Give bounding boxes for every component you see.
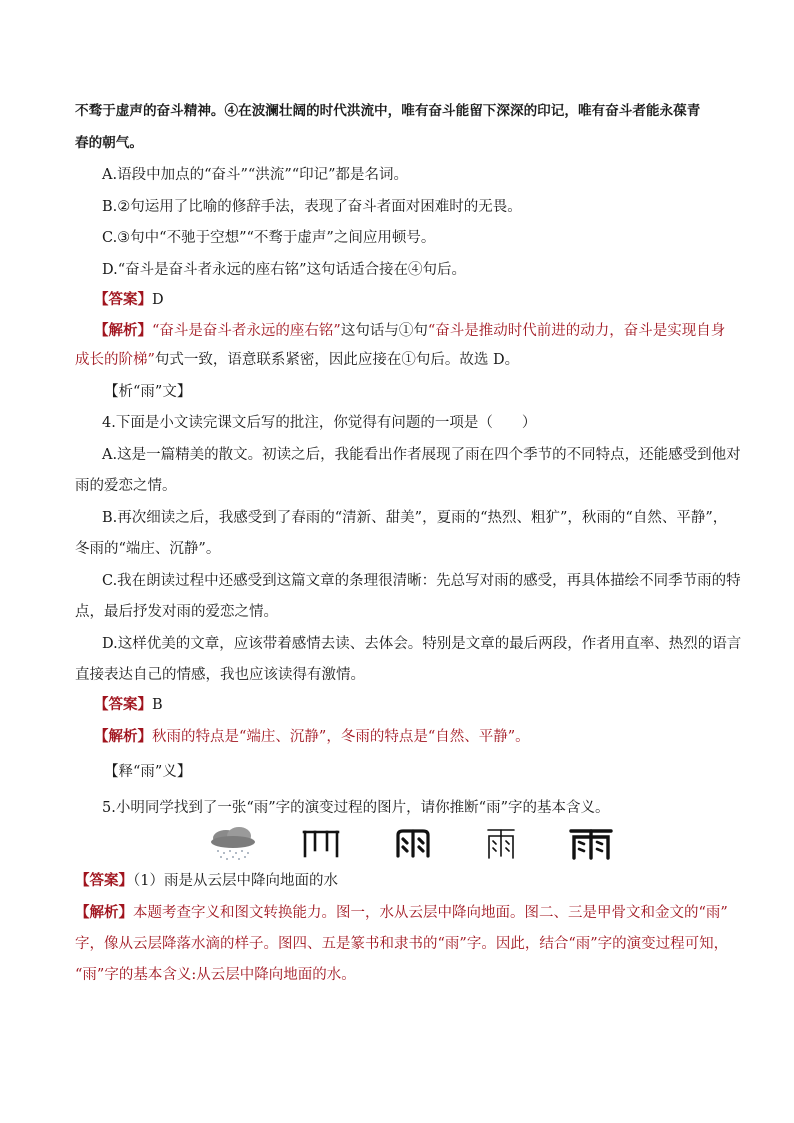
analysis-label: 【解析】 — [94, 728, 152, 745]
analysis-text: 这句话与①句 — [340, 323, 428, 339]
answer-label: 【答案】 — [94, 291, 152, 308]
q3-analysis-line1 — [94, 321, 725, 341]
q4-analysis — [94, 727, 530, 747]
answer-label: 【答案】 — [94, 696, 152, 713]
q4-stem: 4.下面是小文读完课文后写的批注，你觉得有问题的一项是（ ） — [102, 415, 537, 431]
section-heading-explain: 【释“雨”义】 — [104, 764, 192, 780]
q4-option-a-line2: 雨的爱恋之情。 — [75, 478, 177, 494]
answer-label: 【答案】 — [75, 872, 133, 889]
q5-answer — [75, 871, 338, 891]
clerical-script-rain-glyph — [568, 826, 614, 862]
q3-analysis-line2 — [75, 350, 519, 370]
q5-stem: 5.小明同学找到了一张“雨”字的演变过程的图片，请你推断“雨”字的基本含义。 — [102, 800, 610, 816]
q5-analysis-line3: “雨”字的基本含义:从云层中降向地面的水。 — [75, 967, 356, 983]
q3-stem-line1: 不骛于虚声的奋斗精神。④在波澜壮阔的时代洪流中，唯有奋斗能留下深深的印记，唯有奋斗者能永葆青 — [75, 103, 701, 119]
bronze-rain-glyph — [394, 826, 432, 862]
q3-stem-line2: 春的朝气。 — [75, 135, 143, 151]
analysis-text: 秋雨的特点是“端庄、沉静”，冬雨的特点是“自然、平静”。 — [152, 729, 530, 745]
q3-option-d: D.“奋斗是奋斗者永远的座右铭”这句话适合接在④句后。 — [102, 262, 467, 278]
q4-option-b-line1: B.再次细读之后，我感受到了春雨的“清新、甜美”，夏雨的“热烈、粗犷”，秋雨的“自然、平静”， — [102, 510, 728, 526]
q3-answer — [94, 290, 164, 310]
q4-option-d-line2: 直接表达自己的情感，我也应该读得有激情。 — [75, 667, 365, 683]
q3-option-b: B.②句运用了比喻的修辞手法，表现了奋斗者面对困难时的无畏。 — [102, 199, 522, 215]
answer-value: （1）雨是从云层中降向地面的水 — [133, 873, 338, 889]
seal-script-rain-glyph — [484, 826, 518, 862]
q4-option-d-line1: D.这样优美的文章，应该带着感情去读、去体会。特别是文章的最后两段，作者用直率、热烈的语言 — [102, 636, 742, 652]
rain-evolution-figure — [200, 826, 620, 862]
q5-analysis-line1 — [75, 903, 728, 923]
answer-value: B — [152, 697, 163, 713]
section-heading-analyze: 【析“雨”文】 — [104, 384, 192, 400]
q4-option-b-line2: 冬雨的“端庄、沉静”。 — [75, 541, 221, 557]
analysis-quote: “奋斗是奋斗者永远的座右铭” — [152, 323, 341, 339]
analysis-text: 本题考查字义和图文转换能力。图一，水从云层中降向地面。图二、三是甲骨文和金文的“雨” — [133, 905, 728, 921]
q4-option-c-line1: C.我在朗读过程中还感受到这篇文章的条理很清晰：先总写对雨的感受，再具体描绘不同季节雨的特 — [102, 573, 741, 589]
analysis-quote: 成长的阶梯” — [75, 352, 155, 368]
analysis-label: 【解析】 — [75, 904, 133, 921]
q4-answer — [94, 695, 163, 715]
q3-option-a: A.语段中加点的“奋斗”“洪流”“印记”都是名词。 — [102, 167, 409, 183]
q4-option-c-line2: 点，最后抒发对雨的爱恋之情。 — [75, 604, 278, 620]
q5-analysis-line2: 字，像从云层降落水滴的样子。图四、五是篆书和隶书的“雨”字。因此，结合“雨”字的演变过程可知， — [75, 936, 729, 952]
analysis-quote: “奋斗是推动时代前进的动力，奋斗是实现自身 — [427, 323, 726, 339]
q3-option-c: C.③句中“不驰于空想”“不骛于虚声”之间应用顿号。 — [102, 230, 436, 246]
analysis-text: 句式一致，语意联系紧密，因此应接在①句后。故选 D。 — [154, 352, 520, 368]
cloud-rain-icon — [206, 826, 262, 862]
answer-value: D — [152, 292, 164, 308]
analysis-label: 【解析】 — [94, 322, 152, 339]
oracle-bone-rain-glyph — [302, 826, 340, 862]
q4-option-a-line1: A.这是一篇精美的散文。初读之后，我能看出作者展现了雨在四个季节的不同特点，还能感受到他对 — [102, 447, 741, 463]
